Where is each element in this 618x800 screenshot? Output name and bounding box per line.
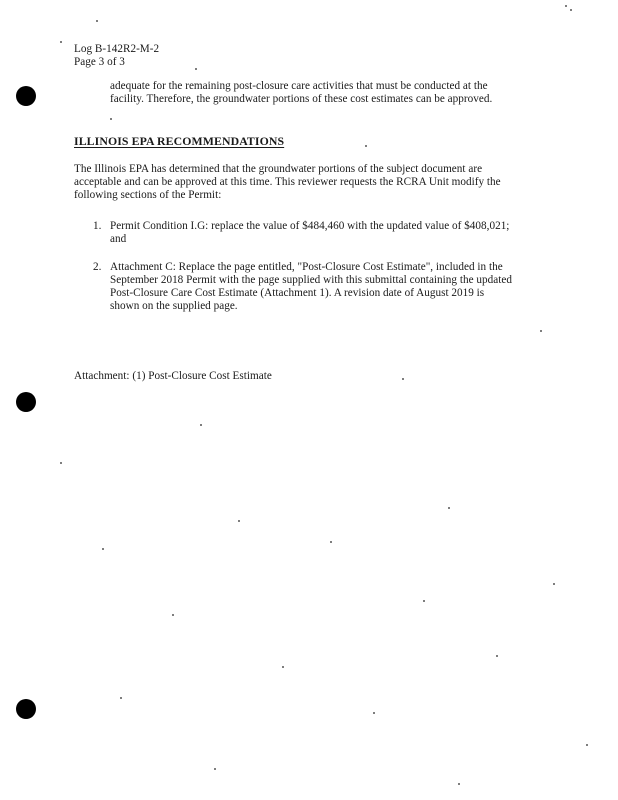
scan-speck — [565, 5, 567, 7]
scan-speck — [458, 783, 460, 785]
scan-speck — [570, 9, 572, 11]
continuation-line: adequate for the remaining post-closure care activities that must be conducted at the — [110, 80, 488, 92]
continuation-line: facility. Therefore, the groundwater portions of these cost estimates can be approved. — [110, 93, 493, 105]
scan-speck — [195, 68, 197, 70]
list-item-line: and — [110, 233, 127, 245]
list-item-number: 1. — [93, 220, 102, 232]
list-item-line: Permit Condition I.G: replace the value of $484,460 with the updated value of $408,021; — [110, 220, 510, 232]
scan-speck — [60, 462, 62, 464]
scan-speck — [365, 145, 367, 147]
scan-speck — [330, 541, 332, 543]
scan-speck — [60, 41, 62, 43]
scan-speck — [214, 768, 216, 770]
scan-speck — [423, 600, 425, 602]
punch-hole-top — [16, 86, 36, 106]
scan-speck — [96, 20, 98, 22]
page-number: Page 3 of 3 — [74, 56, 125, 68]
scan-speck — [200, 424, 202, 426]
scan-speck — [282, 666, 284, 668]
intro-line: following sections of the Permit: — [74, 189, 222, 201]
scan-speck — [448, 507, 450, 509]
punch-hole-middle — [16, 392, 36, 412]
scan-speck — [120, 697, 122, 699]
list-item-number: 2. — [93, 261, 102, 273]
attachment-line: Attachment: (1) Post-Closure Cost Estimate — [74, 370, 272, 382]
section-heading: ILLINOIS EPA RECOMMENDATIONS — [74, 134, 285, 148]
list-item-line: Post-Closure Care Cost Estimate (Attachment 1). A revision date of August 2019 is — [110, 287, 485, 299]
scan-speck — [373, 712, 375, 714]
list-item-line: Attachment C: Replace the page entitled, "Post-Closure Cost Estimate", included in the — [110, 261, 503, 273]
scan-speck — [110, 118, 112, 120]
scan-speck — [172, 614, 174, 616]
scan-speck — [238, 520, 240, 522]
punch-hole-bottom — [16, 699, 36, 719]
intro-line: acceptable and can be approved at this time. This reviewer requests the RCRA Unit modify the — [74, 176, 501, 188]
scan-speck — [553, 583, 555, 585]
scan-speck — [586, 744, 588, 746]
log-number: Log B-142R2-M-2 — [74, 43, 160, 55]
scan-speck — [402, 378, 404, 380]
scan-speck — [102, 548, 104, 550]
scan-speck — [540, 330, 542, 332]
scan-speck — [496, 655, 498, 657]
list-item-line: September 2018 Permit with the page supplied with this submittal containing the updated — [110, 274, 512, 286]
intro-line: The Illinois EPA has determined that the groundwater portions of the subject document are — [74, 163, 483, 175]
list-item-line: shown on the supplied page. — [110, 300, 238, 312]
